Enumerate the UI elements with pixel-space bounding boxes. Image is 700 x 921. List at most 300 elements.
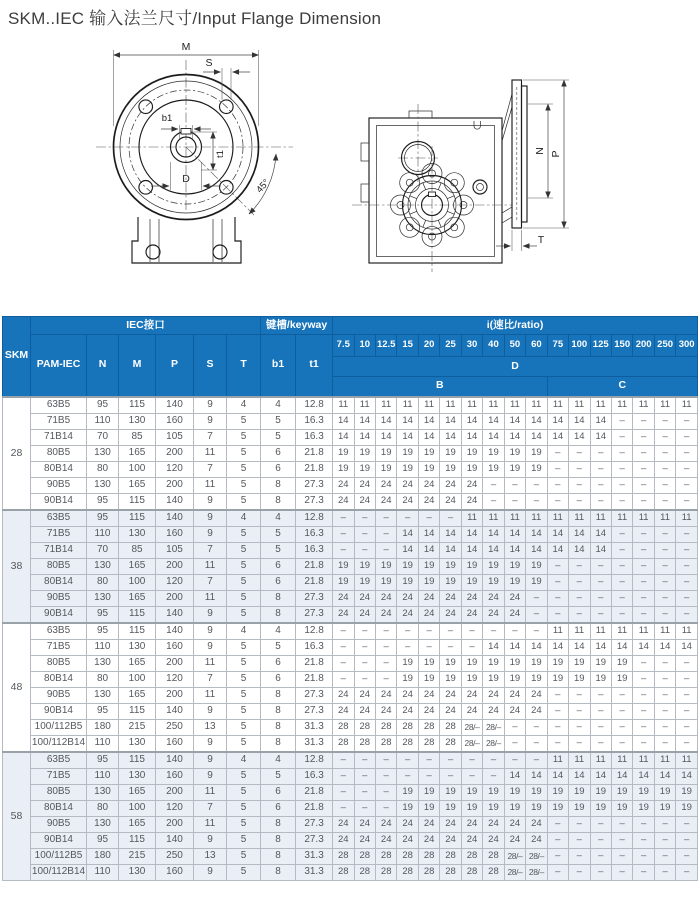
ratio-cell: –: [633, 574, 654, 590]
pam-iec-cell: 63B5: [31, 752, 87, 769]
ratio-cell: –: [375, 784, 396, 800]
ratio-cell: –: [590, 864, 611, 880]
ratio-cell: 14: [633, 639, 654, 655]
ratio-cell: 11: [569, 623, 590, 640]
dim-column-header: M: [119, 335, 156, 397]
dim-cell: 180: [87, 719, 119, 735]
dim-cell: 4: [227, 752, 261, 769]
dimension-label-angle: 45°: [254, 177, 273, 196]
ratio-cell: 28: [375, 719, 396, 735]
dim-cell: 95: [87, 703, 119, 719]
ratio-cell: –: [375, 752, 396, 769]
ratio-cell: 14: [526, 768, 547, 784]
ratio-cell: –: [547, 848, 568, 864]
pam-iec-cell: 100/112B14: [31, 864, 87, 880]
ratio-cell: 14: [504, 526, 525, 542]
ratio-cell: 24: [461, 832, 482, 848]
dimension-label-b1: b1: [161, 113, 173, 124]
ratio-cell: –: [590, 816, 611, 832]
ratio-cell: 14: [397, 413, 418, 429]
ratio-cell: 19: [461, 574, 482, 590]
ratio-cell: 14: [440, 413, 461, 429]
dim-cell: 165: [119, 816, 156, 832]
ratio-cell: 19: [526, 445, 547, 461]
ratio-cell: –: [654, 816, 675, 832]
ratio-cell: 28: [354, 719, 375, 735]
ratio-cell: 19: [483, 558, 504, 574]
ratio-cell: –: [375, 671, 396, 687]
ratio-cell: –: [654, 590, 675, 606]
ratio-cell: 11: [590, 623, 611, 640]
ratio-cell: –: [569, 864, 590, 880]
ratio-cell: –: [569, 606, 590, 623]
ratio-cell: 19: [333, 461, 354, 477]
ratio-cell: –: [633, 445, 654, 461]
ratio-cell: 11: [633, 510, 654, 527]
ratio-cell: –: [526, 623, 547, 640]
ratio-cell: –: [397, 639, 418, 655]
ratio-cell: 28: [354, 848, 375, 864]
dim-cell: 5: [227, 606, 261, 623]
ratio-cell: 24: [397, 590, 418, 606]
ratio-cell: –: [504, 735, 525, 752]
pam-iec-cell: 71B14: [31, 542, 87, 558]
dim-cell: 165: [119, 445, 156, 461]
ratio-cell: 19: [397, 784, 418, 800]
ratio-cell: –: [611, 526, 632, 542]
table-row: [3, 429, 698, 445]
dim-cell: 85: [119, 429, 156, 445]
ratio-cell: 19: [483, 461, 504, 477]
dim-cell: 200: [156, 784, 194, 800]
ratio-cell: –: [569, 461, 590, 477]
dim-cell: 130: [119, 639, 156, 655]
dim-cell: 11: [194, 558, 227, 574]
ratio-cell: 19: [375, 558, 396, 574]
ratio-cell: –: [676, 816, 698, 832]
dim-cell: 165: [119, 477, 156, 493]
pam-iec-cell: 71B5: [31, 639, 87, 655]
ratio-cell: –: [547, 832, 568, 848]
ratio-cell: –: [676, 413, 698, 429]
ratio-cell: –: [676, 493, 698, 510]
dim-cell: 6: [261, 784, 296, 800]
dim-cell: 5: [227, 558, 261, 574]
table-row: [3, 719, 698, 735]
dim-cell: 100: [119, 574, 156, 590]
ratio-cell: –: [676, 542, 698, 558]
ratio-cell: 14: [633, 768, 654, 784]
ratio-cell: –: [418, 623, 439, 640]
ratio-cell: –: [333, 655, 354, 671]
ratio-cell: –: [633, 461, 654, 477]
pam-iec-cell: 100/112B5: [31, 848, 87, 864]
ratio-cell: –: [354, 671, 375, 687]
dim-cell: 130: [87, 590, 119, 606]
dim-cell: 27.3: [296, 606, 333, 623]
pam-iec-cell: 63B5: [31, 510, 87, 527]
ratio-cell: 11: [676, 510, 698, 527]
ratio-cell: –: [526, 493, 547, 510]
dim-cell: 21.8: [296, 461, 333, 477]
dim-cell: 16.3: [296, 413, 333, 429]
ratio-cell: 19: [418, 461, 439, 477]
ratio-cell: 28/–: [504, 864, 525, 880]
ratio-cell: 24: [440, 493, 461, 510]
dim-column-header: S: [194, 335, 227, 397]
ratio-cell: 19: [504, 671, 525, 687]
ratio-cell: 24: [354, 703, 375, 719]
ratio-cell: 19: [483, 671, 504, 687]
ratio-cell: –: [676, 848, 698, 864]
ratio-cell: 14: [440, 526, 461, 542]
ratio-cell: 11: [633, 623, 654, 640]
dim-cell: 165: [119, 558, 156, 574]
pam-iec-cell: 90B14: [31, 832, 87, 848]
ratio-cell: 14: [547, 429, 568, 445]
ratio-cell: 14: [418, 429, 439, 445]
ratio-cell: –: [633, 413, 654, 429]
dim-cell: 5: [227, 784, 261, 800]
ratio-cell: –: [654, 848, 675, 864]
ratio-cell: –: [611, 493, 632, 510]
ratio-cell: 14: [461, 413, 482, 429]
dim-cell: 27.3: [296, 832, 333, 848]
dim-cell: 12.8: [296, 623, 333, 640]
ratio-cell: 19: [397, 445, 418, 461]
ratio-cell: 19: [504, 558, 525, 574]
ratio-cell: 19: [526, 461, 547, 477]
ratio-cell: –: [611, 574, 632, 590]
ratio-cell: 19: [504, 574, 525, 590]
ratio-cell: –: [633, 832, 654, 848]
table-row: [3, 510, 698, 527]
dimension-label-m: M: [181, 41, 191, 53]
dim-cell: 9: [194, 510, 227, 527]
dim-cell: 140: [156, 510, 194, 527]
ratio-cell: 24: [354, 590, 375, 606]
ratio-cell: 14: [547, 526, 568, 542]
ratio-cell: 19: [569, 671, 590, 687]
ratio-cell: –: [483, 752, 504, 769]
ratio-cell: 28: [440, 848, 461, 864]
ratio-cell: 14: [354, 413, 375, 429]
ratio-cell: 14: [440, 429, 461, 445]
dim-cell: 95: [87, 493, 119, 510]
ratio-cell: –: [569, 590, 590, 606]
ratio-cell: 19: [569, 800, 590, 816]
ratio-cell: 19: [590, 784, 611, 800]
input-flange-face: [522, 86, 528, 222]
ratio-cell: –: [397, 768, 418, 784]
dim-cell: 5: [261, 768, 296, 784]
ratio-cell: –: [611, 864, 632, 880]
pam-iec-cell: 80B14: [31, 800, 87, 816]
ratio-cell: 11: [333, 397, 354, 414]
ratio-cell: 24: [440, 816, 461, 832]
dim-cell: 4: [227, 510, 261, 527]
ratio-cell: –: [504, 493, 525, 510]
ratio-cell: –: [633, 735, 654, 752]
dim-cell: 27.3: [296, 687, 333, 703]
dim-cell: 160: [156, 768, 194, 784]
ratio-cell: 28: [418, 719, 439, 735]
ratio-cell: –: [654, 606, 675, 623]
pam-iec-cell: 80B5: [31, 445, 87, 461]
table-row: [3, 832, 698, 848]
pam-iec-cell: 63B5: [31, 623, 87, 640]
ratio-cell: –: [333, 623, 354, 640]
dim-cell: 5: [261, 639, 296, 655]
ratio-cell: 19: [654, 784, 675, 800]
ratio-cell: 24: [461, 816, 482, 832]
ratio-cell: 19: [354, 574, 375, 590]
dim-cell: 9: [194, 752, 227, 769]
dim-cell: 13: [194, 848, 227, 864]
ratio-cell: –: [526, 719, 547, 735]
ratio-cell: 28: [397, 864, 418, 880]
ratio-cell: 24: [333, 816, 354, 832]
skm-group-58: [3, 752, 698, 881]
bolt-hole: [139, 181, 153, 195]
table-row: [3, 558, 698, 574]
side-view-drawing: [352, 80, 569, 272]
ratio-cell: 14: [354, 429, 375, 445]
ratio-cell: –: [440, 752, 461, 769]
ratio-cell: –: [654, 574, 675, 590]
ratio-cell: 14: [547, 413, 568, 429]
ratio-cell: 14: [569, 413, 590, 429]
table-row: [3, 671, 698, 687]
ratio-cell: 24: [375, 606, 396, 623]
ratio-cell: 14: [590, 429, 611, 445]
ratio-cell: –: [633, 558, 654, 574]
ratio-cell: 19: [440, 784, 461, 800]
ratio-cell: 19: [526, 558, 547, 574]
ratio-cell: –: [547, 687, 568, 703]
dim-cell: 6: [261, 461, 296, 477]
ratio-cell: –: [590, 445, 611, 461]
ratio-cell: –: [590, 477, 611, 493]
pam-iec-cell: 90B5: [31, 687, 87, 703]
pam-iec-cell: 71B5: [31, 768, 87, 784]
dim-cell: 120: [156, 671, 194, 687]
gearbox-body-outline: [132, 217, 241, 263]
ratio-cell: –: [676, 574, 698, 590]
dim-cell: 7: [194, 574, 227, 590]
ratio-cell: 11: [569, 510, 590, 527]
dim-cell: 180: [87, 848, 119, 864]
top-boss: [409, 111, 432, 118]
ratio-cell: –: [611, 590, 632, 606]
dim-cell: 200: [156, 816, 194, 832]
ratio-cell: –: [333, 800, 354, 816]
ratio-column-header: 25: [440, 335, 461, 357]
dim-cell: 95: [87, 510, 119, 527]
skm-cell: 58: [3, 752, 31, 881]
dim-cell: 165: [119, 784, 156, 800]
ratio-cell: –: [676, 687, 698, 703]
dim-column-header: T: [227, 335, 261, 397]
ratio-cell: –: [569, 574, 590, 590]
ratio-cell: –: [375, 623, 396, 640]
ratio-cell: –: [547, 816, 568, 832]
ratio-cell: 19: [611, 784, 632, 800]
ratio-cell: –: [569, 558, 590, 574]
ratio-cell: 14: [333, 429, 354, 445]
ratio-cell: 19: [333, 445, 354, 461]
ratio-cell: –: [611, 735, 632, 752]
dim-cell: 140: [156, 493, 194, 510]
ratio-cell: 24: [418, 832, 439, 848]
ratio-cell: 19: [397, 574, 418, 590]
pam-iec-cell: 80B14: [31, 461, 87, 477]
dim-cell: 7: [194, 800, 227, 816]
ratio-cell: –: [526, 752, 547, 769]
ratio-cell: 19: [611, 800, 632, 816]
ratio-column-header: 250: [654, 335, 675, 357]
ratio-cell: 24: [397, 816, 418, 832]
ratio-cell: –: [418, 768, 439, 784]
ratio-cell: –: [676, 719, 698, 735]
ratio-cell: –: [633, 606, 654, 623]
dim-cell: 160: [156, 735, 194, 752]
dim-cell: 215: [119, 848, 156, 864]
ratio-cell: 11: [461, 397, 482, 414]
ratio-cell: 14: [461, 429, 482, 445]
ratio-cell: 14: [397, 526, 418, 542]
dim-column-header: b1: [261, 335, 296, 397]
ratio-cell: 19: [547, 800, 568, 816]
dim-cell: 12.8: [296, 397, 333, 414]
dim-cell: 165: [119, 687, 156, 703]
oil-plug-hole: [477, 184, 484, 191]
ratio-cell: 19: [354, 445, 375, 461]
dim-cell: 115: [119, 832, 156, 848]
ratio-cell: 24: [483, 687, 504, 703]
pam-iec-cell: 90B5: [31, 590, 87, 606]
ratio-cell: 28: [440, 735, 461, 752]
ratio-cell: 11: [354, 397, 375, 414]
ratio-cell: 24: [526, 816, 547, 832]
ratio-cell: 19: [483, 574, 504, 590]
ratio-cell: –: [633, 493, 654, 510]
dim-cell: 21.8: [296, 445, 333, 461]
ratio-cell: 19: [375, 574, 396, 590]
pam-iec-cell: 63B5: [31, 397, 87, 414]
ratio-cell: 11: [418, 397, 439, 414]
dim-cell: 8: [261, 816, 296, 832]
dim-cell: 200: [156, 477, 194, 493]
pam-iec-cell: 71B5: [31, 526, 87, 542]
ratio-cell: 11: [569, 752, 590, 769]
iec-group-header: IEC接口: [31, 317, 261, 335]
ratio-cell: –: [676, 703, 698, 719]
dim-cell: 5: [227, 832, 261, 848]
ratio-cell: –: [375, 655, 396, 671]
ratio-cell: –: [504, 752, 525, 769]
dim-cell: 5: [227, 429, 261, 445]
ratio-cell: 24: [440, 606, 461, 623]
ratio-cell: 24: [397, 703, 418, 719]
dimension-label-s: S: [205, 57, 213, 69]
dim-cell: 165: [119, 655, 156, 671]
dim-cell: 9: [194, 832, 227, 848]
dim-cell: 5: [227, 848, 261, 864]
ratio-cell: 19: [418, 445, 439, 461]
ratio-cell: 19: [483, 784, 504, 800]
dim-cell: 95: [87, 752, 119, 769]
table-row: [3, 542, 698, 558]
dimension-label-t: T: [537, 234, 545, 246]
ratio-cell: –: [547, 606, 568, 623]
ratio-cell: 14: [676, 639, 698, 655]
ratio-cell: 14: [418, 526, 439, 542]
dim-cell: 5: [227, 493, 261, 510]
dim-cell: 200: [156, 655, 194, 671]
ratio-subheader-c: C: [547, 377, 697, 397]
dim-cell: 8: [261, 848, 296, 864]
ratio-cell: –: [333, 768, 354, 784]
ratio-cell: 24: [504, 832, 525, 848]
ratio-cell: –: [633, 816, 654, 832]
dim-cell: 5: [227, 735, 261, 752]
ratio-cell: –: [504, 719, 525, 735]
ratio-cell: 19: [418, 671, 439, 687]
ratio-cell: 28: [333, 848, 354, 864]
oil-plug: [473, 180, 487, 194]
ratio-cell: 19: [461, 671, 482, 687]
ratio-cell: –: [375, 800, 396, 816]
dim-cell: 5: [261, 542, 296, 558]
ratio-column-header: 7.5: [333, 335, 354, 357]
dim-cell: 4: [227, 623, 261, 640]
dim-cell: 7: [194, 671, 227, 687]
ratio-cell: 24: [354, 493, 375, 510]
ratio-cell: 28/–: [461, 719, 482, 735]
ratio-cell: 28/–: [526, 848, 547, 864]
front-view-drawing: [96, 41, 293, 263]
ratio-cell: 19: [461, 800, 482, 816]
dim-cell: 5: [227, 816, 261, 832]
pam-iec-cell: 80B14: [31, 671, 87, 687]
ratio-cell: 11: [526, 397, 547, 414]
ratio-cell: 19: [461, 784, 482, 800]
ratio-cell: 19: [547, 655, 568, 671]
dim-cell: 5: [227, 687, 261, 703]
ratio-cell: 28: [375, 864, 396, 880]
ratio-cell: –: [483, 623, 504, 640]
ratio-cell: –: [569, 477, 590, 493]
ratio-cell: 14: [590, 768, 611, 784]
dim-cell: 6: [261, 800, 296, 816]
ratio-cell: –: [333, 671, 354, 687]
ratio-cell: 19: [440, 800, 461, 816]
ratio-cell: 14: [590, 526, 611, 542]
ratio-cell: –: [333, 510, 354, 527]
ratio-subheader-b: B: [333, 377, 548, 397]
ratio-column-header: 50: [504, 335, 525, 357]
ratio-cell: 24: [354, 606, 375, 623]
ratio-cell: 11: [461, 510, 482, 527]
ratio-cell: –: [440, 768, 461, 784]
ratio-cell: 28: [483, 864, 504, 880]
ratio-cell: 11: [633, 397, 654, 414]
dim-cell: 110: [87, 768, 119, 784]
table-row: [3, 639, 698, 655]
ratio-cell: 24: [504, 606, 525, 623]
output-keyway-slot: [429, 192, 436, 197]
